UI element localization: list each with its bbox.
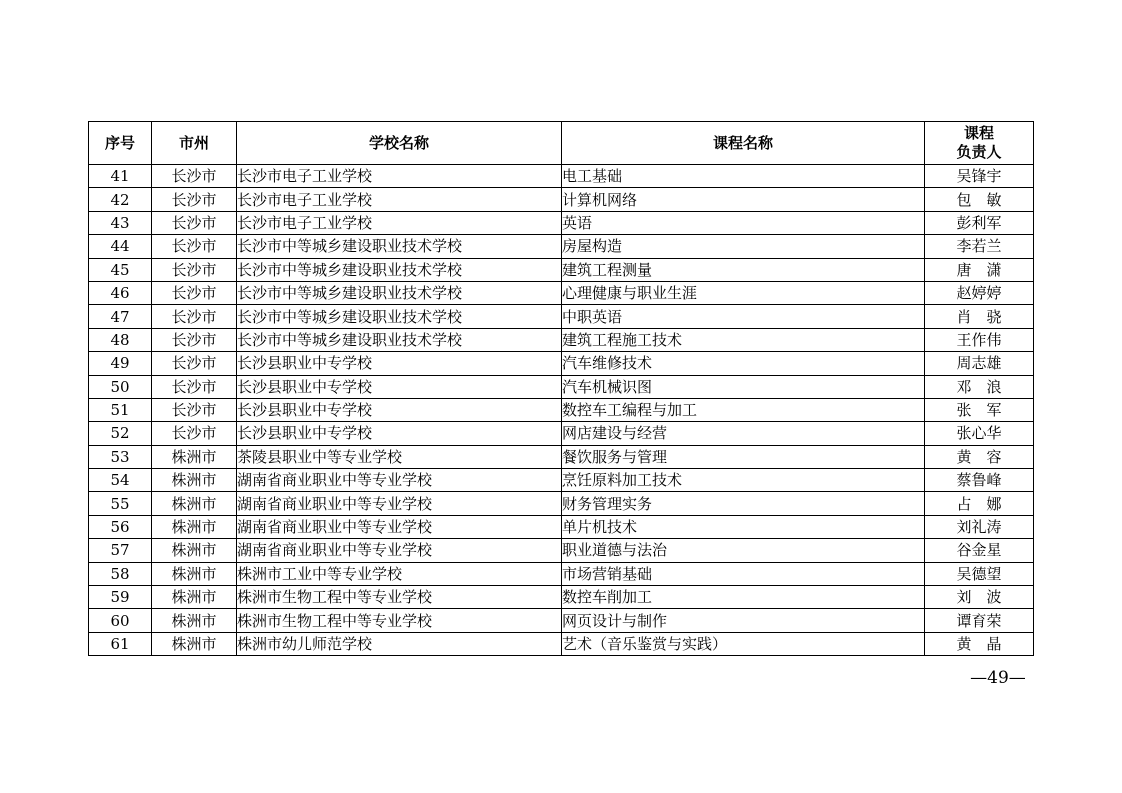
cell-city: 株洲市 bbox=[152, 445, 237, 468]
cell-city: 长沙市 bbox=[152, 258, 237, 281]
cell-city: 长沙市 bbox=[152, 281, 237, 304]
cell-seq: 50 bbox=[89, 375, 152, 398]
cell-city: 株洲市 bbox=[152, 539, 237, 562]
cell-course: 房屋构造 bbox=[562, 235, 925, 258]
cell-course: 艺术（音乐鉴赏与实践） bbox=[562, 632, 925, 655]
table-row bbox=[89, 258, 1034, 281]
cell-school: 株洲市工业中等专业学校 bbox=[237, 562, 562, 585]
page-number: —49— bbox=[970, 668, 1026, 688]
cell-course: 网店建设与经营 bbox=[562, 422, 925, 445]
table-row bbox=[89, 562, 1034, 585]
cell-person: 谭育荣 bbox=[925, 609, 1034, 632]
cell-seq: 47 bbox=[89, 305, 152, 328]
cell-person: 刘礼涛 bbox=[925, 515, 1034, 538]
cell-school: 长沙市中等城乡建设职业技术学校 bbox=[237, 258, 562, 281]
cell-seq: 41 bbox=[89, 165, 152, 188]
cell-school: 长沙县职业中专学校 bbox=[237, 398, 562, 421]
cell-course: 中职英语 bbox=[562, 305, 925, 328]
cell-course: 财务管理实务 bbox=[562, 492, 925, 515]
header-person bbox=[925, 122, 1034, 165]
cell-person: 刘 波 bbox=[925, 586, 1034, 609]
cell-school: 湖南省商业职业中等专业学校 bbox=[237, 539, 562, 562]
table-row bbox=[89, 422, 1034, 445]
cell-seq: 55 bbox=[89, 492, 152, 515]
cell-course: 网页设计与制作 bbox=[562, 609, 925, 632]
cell-person: 蔡鲁峰 bbox=[925, 469, 1034, 492]
cell-school: 长沙市电子工业学校 bbox=[237, 188, 562, 211]
cell-course: 烹饪原料加工技术 bbox=[562, 469, 925, 492]
cell-seq: 58 bbox=[89, 562, 152, 585]
cell-person: 王作伟 bbox=[925, 328, 1034, 351]
cell-city: 长沙市 bbox=[152, 211, 237, 234]
cell-seq: 43 bbox=[89, 211, 152, 234]
table-row bbox=[89, 609, 1034, 632]
cell-school: 株洲市生物工程中等专业学校 bbox=[237, 586, 562, 609]
cell-person: 肖 骁 bbox=[925, 305, 1034, 328]
header-course: 课程名称 bbox=[562, 122, 925, 165]
table-row bbox=[89, 165, 1034, 188]
cell-city: 长沙市 bbox=[152, 328, 237, 351]
cell-city: 株洲市 bbox=[152, 632, 237, 655]
cell-course: 电工基础 bbox=[562, 165, 925, 188]
cell-person: 吴锋宇 bbox=[925, 165, 1034, 188]
table-row bbox=[89, 281, 1034, 304]
cell-school: 长沙县职业中专学校 bbox=[237, 352, 562, 375]
cell-person: 李若兰 bbox=[925, 235, 1034, 258]
cell-course: 汽车机械识图 bbox=[562, 375, 925, 398]
cell-course: 心理健康与职业生涯 bbox=[562, 281, 925, 304]
course-roster-table bbox=[88, 121, 1034, 656]
cell-person: 唐 潇 bbox=[925, 258, 1034, 281]
cell-seq: 48 bbox=[89, 328, 152, 351]
table-row bbox=[89, 515, 1034, 538]
cell-seq: 44 bbox=[89, 235, 152, 258]
cell-person: 周志雄 bbox=[925, 352, 1034, 375]
table-row bbox=[89, 352, 1034, 375]
cell-person: 谷金星 bbox=[925, 539, 1034, 562]
cell-school: 茶陵县职业中等专业学校 bbox=[237, 445, 562, 468]
cell-seq: 61 bbox=[89, 632, 152, 655]
cell-school: 长沙县职业中专学校 bbox=[237, 422, 562, 445]
cell-person: 赵婷婷 bbox=[925, 281, 1034, 304]
cell-school: 株洲市生物工程中等专业学校 bbox=[237, 609, 562, 632]
cell-school: 株洲市幼儿师范学校 bbox=[237, 632, 562, 655]
cell-course: 汽车维修技术 bbox=[562, 352, 925, 375]
cell-city: 长沙市 bbox=[152, 352, 237, 375]
cell-person: 黄 晶 bbox=[925, 632, 1034, 655]
cell-city: 长沙市 bbox=[152, 235, 237, 258]
cell-course: 餐饮服务与管理 bbox=[562, 445, 925, 468]
cell-course: 单片机技术 bbox=[562, 515, 925, 538]
cell-course: 市场营销基础 bbox=[562, 562, 925, 585]
cell-seq: 49 bbox=[89, 352, 152, 375]
cell-school: 长沙市电子工业学校 bbox=[237, 165, 562, 188]
cell-course: 职业道德与法治 bbox=[562, 539, 925, 562]
cell-school: 长沙市中等城乡建设职业技术学校 bbox=[237, 235, 562, 258]
cell-seq: 56 bbox=[89, 515, 152, 538]
header-seq: 序号 bbox=[89, 122, 152, 165]
cell-seq: 60 bbox=[89, 609, 152, 632]
table-row bbox=[89, 328, 1034, 351]
cell-seq: 53 bbox=[89, 445, 152, 468]
cell-course: 英语 bbox=[562, 211, 925, 234]
cell-school: 长沙县职业中专学校 bbox=[237, 375, 562, 398]
cell-course: 计算机网络 bbox=[562, 188, 925, 211]
table-row bbox=[89, 211, 1034, 234]
cell-city: 株洲市 bbox=[152, 492, 237, 515]
cell-city: 株洲市 bbox=[152, 609, 237, 632]
table-header-row bbox=[89, 122, 1034, 165]
header-school: 学校名称 bbox=[237, 122, 562, 165]
cell-school: 湖南省商业职业中等专业学校 bbox=[237, 492, 562, 515]
cell-city: 株洲市 bbox=[152, 469, 237, 492]
header-person-line1: 课程 bbox=[963, 124, 994, 142]
table-row bbox=[89, 539, 1034, 562]
table-row bbox=[89, 445, 1034, 468]
cell-city: 长沙市 bbox=[152, 165, 237, 188]
cell-seq: 42 bbox=[89, 188, 152, 211]
cell-person: 彭利军 bbox=[925, 211, 1034, 234]
cell-school: 长沙市中等城乡建设职业技术学校 bbox=[237, 328, 562, 351]
cell-seq: 46 bbox=[89, 281, 152, 304]
cell-person: 黄 容 bbox=[925, 445, 1034, 468]
cell-school: 长沙市中等城乡建设职业技术学校 bbox=[237, 281, 562, 304]
cell-course: 数控车削加工 bbox=[562, 586, 925, 609]
table-row bbox=[89, 469, 1034, 492]
cell-person: 占 娜 bbox=[925, 492, 1034, 515]
cell-city: 长沙市 bbox=[152, 398, 237, 421]
header-person-line2: 负责人 bbox=[956, 143, 1002, 161]
cell-course: 建筑工程施工技术 bbox=[562, 328, 925, 351]
cell-city: 株洲市 bbox=[152, 562, 237, 585]
table-row bbox=[89, 586, 1034, 609]
table-row bbox=[89, 492, 1034, 515]
cell-person: 张 军 bbox=[925, 398, 1034, 421]
cell-city: 长沙市 bbox=[152, 188, 237, 211]
cell-city: 株洲市 bbox=[152, 586, 237, 609]
header-city: 市州 bbox=[152, 122, 237, 165]
cell-course: 数控车工编程与加工 bbox=[562, 398, 925, 421]
table-row bbox=[89, 305, 1034, 328]
cell-seq: 45 bbox=[89, 258, 152, 281]
cell-school: 长沙市电子工业学校 bbox=[237, 211, 562, 234]
table-row bbox=[89, 632, 1034, 655]
cell-city: 株洲市 bbox=[152, 515, 237, 538]
table-row bbox=[89, 188, 1034, 211]
cell-seq: 52 bbox=[89, 422, 152, 445]
cell-person: 吴德望 bbox=[925, 562, 1034, 585]
cell-school: 湖南省商业职业中等专业学校 bbox=[237, 515, 562, 538]
cell-person: 张心华 bbox=[925, 422, 1034, 445]
cell-city: 长沙市 bbox=[152, 422, 237, 445]
cell-seq: 51 bbox=[89, 398, 152, 421]
cell-course: 建筑工程测量 bbox=[562, 258, 925, 281]
cell-seq: 54 bbox=[89, 469, 152, 492]
cell-person: 邓 浪 bbox=[925, 375, 1034, 398]
table-row bbox=[89, 398, 1034, 421]
cell-seq: 57 bbox=[89, 539, 152, 562]
cell-school: 湖南省商业职业中等专业学校 bbox=[237, 469, 562, 492]
table-body bbox=[89, 165, 1034, 656]
cell-seq: 59 bbox=[89, 586, 152, 609]
table-row bbox=[89, 235, 1034, 258]
table-row bbox=[89, 375, 1034, 398]
cell-city: 长沙市 bbox=[152, 305, 237, 328]
cell-city: 长沙市 bbox=[152, 375, 237, 398]
cell-school: 长沙市中等城乡建设职业技术学校 bbox=[237, 305, 562, 328]
cell-person: 包 敏 bbox=[925, 188, 1034, 211]
